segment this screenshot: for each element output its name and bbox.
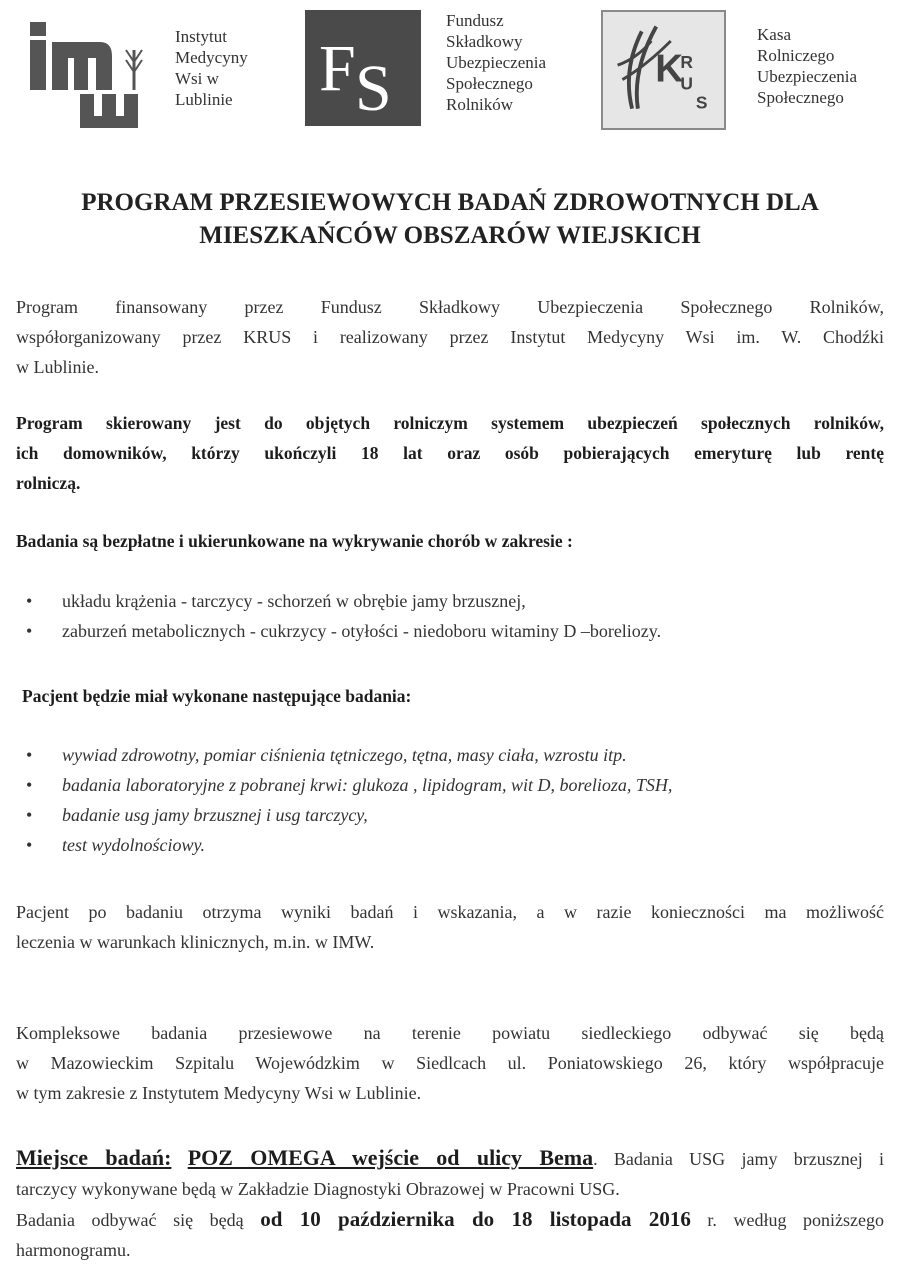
results-paragraph	[16, 897, 884, 957]
bullet-icon: •	[26, 835, 33, 855]
target-paragraph	[16, 408, 884, 498]
list-item	[26, 770, 672, 800]
imw-name-line: Lublinie	[175, 90, 233, 109]
fs-name-line: Ubezpieczenia	[446, 53, 547, 72]
krus-name-line: Rolniczego	[757, 46, 835, 65]
intro-paragraph	[16, 292, 884, 382]
list-item	[26, 740, 672, 770]
svg-text:U: U	[680, 73, 693, 94]
document-title	[0, 186, 900, 252]
intro-line: Program finansowany przez Fundusz Składkowy Ubezpieczenia Społecznego Rolników,	[16, 297, 884, 317]
imw-logo	[22, 20, 152, 130]
place-line	[16, 1204, 884, 1235]
fs-logo	[305, 10, 421, 126]
dates-range: od 10 października do 18 listopada 2016	[260, 1207, 691, 1231]
bullet-icon: •	[26, 591, 33, 611]
intro-line: współorganizowany przez KRUS i realizowany przez Instytut Medycyny Wsi im. W. Chodźki	[16, 327, 884, 347]
imw-name	[175, 26, 248, 110]
title-line-1: PROGRAM PRZESIEWOWYCH BADAŃ ZDROWOTNYCH DLA	[81, 189, 819, 216]
dates-outro: r. według poniższego	[690, 1210, 884, 1230]
bullet-icon: •	[26, 805, 33, 825]
fs-name-line: Składkowy	[446, 32, 523, 51]
list-item-text: wywiad zdrowotny, pomiar ciśnienia tętniczego, tętna, masy ciała, wzrostu itp.	[62, 745, 627, 765]
dates-intro: Badania odbywać się będą	[16, 1210, 261, 1230]
diseases-list	[26, 586, 661, 646]
svg-text:F: F	[319, 32, 356, 105]
target-line: Program skierowany jest do objętych rolniczym systemem ubezpieczeń społecznych rolników,	[16, 413, 884, 433]
bullet-icon: •	[26, 775, 33, 795]
svg-text:R: R	[680, 52, 693, 73]
fs-name-line: Fundusz	[446, 11, 504, 30]
place-line-rest: . Badania USG jamy brzusznej i	[593, 1149, 885, 1169]
svg-text:S: S	[695, 92, 708, 113]
target-line: rolniczą.	[16, 473, 81, 493]
bullet-icon: •	[26, 745, 33, 765]
place-paragraph	[16, 1143, 884, 1265]
list-item-text: zaburzeń metabolicznych - cukrzycy - otyłości - niedoboru witaminy D –boreliozy.	[62, 621, 662, 641]
list-item-text: układu krążenia - tarczycy - schorzeń w obrębie jamy brzusznej,	[62, 591, 526, 611]
krus-name-line: Kasa	[757, 25, 791, 44]
imw-name-line: Medycyny	[175, 48, 248, 67]
place-colon: :	[164, 1145, 172, 1170]
imw-name-line: Instytut	[175, 27, 227, 46]
results-line: Pacjent po badaniu otrzyma wyniki badań i wskazania, a w razie konieczności ma możliwość	[16, 902, 884, 922]
target-line: ich domowników, którzy ukończyli 18 lat oraz osób pobierających emeryturę lub rentę	[16, 443, 884, 463]
list-item	[26, 800, 672, 830]
list-item-text: badanie usg jamy brzusznej i usg tarczycy,	[62, 805, 368, 825]
bullet-icon: •	[26, 621, 33, 641]
location-line: Kompleksowe badania przesiewowe na terenie powiatu siedleckiego odbywać się będą	[16, 1023, 884, 1043]
svg-text:S: S	[355, 52, 392, 125]
place-value: POZ OMEGA wejście od ulicy Bema	[187, 1145, 594, 1170]
intro-line: w Lublinie.	[16, 357, 99, 377]
list-item	[26, 616, 661, 646]
location-paragraph	[16, 1018, 884, 1108]
diseases-heading: Badania są bezpłatne i ukierunkowane na wykrywanie chorób w zakresie :	[16, 531, 573, 551]
krus-name	[757, 24, 857, 108]
fs-name-line: Społecznego	[446, 74, 533, 93]
location-line: w Mazowieckim Szpitalu Wojewódzkim w Siedlcach ul. Poniatowskiego 26, który współpracuje	[16, 1053, 884, 1073]
fs-name	[446, 10, 546, 115]
place-label: Miejsce badań	[16, 1145, 165, 1170]
imw-name-line: Wsi w	[175, 69, 219, 88]
krus-name-line: Społecznego	[757, 88, 844, 107]
list-item-text: badania laboratoryjne z pobranej krwi: glukoza , lipidogram, wit D, borelioza, TSH,	[62, 775, 673, 795]
place-line: harmonogramu.	[16, 1240, 131, 1260]
list-item	[26, 586, 661, 616]
place-line: tarczycy wykonywane będą w Zakładzie Diagnostyki Obrazowej w Pracowni USG.	[16, 1179, 620, 1199]
results-line: leczenia w warunkach klinicznych, m.in. w IMW.	[16, 932, 375, 952]
tests-heading: Pacjent będzie miał wykonane następujące badania:	[22, 686, 412, 706]
krus-logo	[601, 10, 726, 130]
svg-text:K: K	[655, 47, 684, 91]
list-item	[26, 830, 672, 860]
krus-name-line: Ubezpieczenia	[757, 67, 858, 86]
list-item-text: test wydolnościowy.	[62, 835, 205, 855]
fs-name-line: Rolników	[446, 95, 514, 114]
location-line: w tym zakresie z Instytutem Medycyny Wsi w Lublinie.	[16, 1083, 422, 1103]
tests-list	[26, 740, 672, 860]
place-line	[16, 1143, 884, 1174]
title-line-2: MIESZKAŃCÓW OBSZARÓW WIEJSKICH	[199, 222, 701, 249]
